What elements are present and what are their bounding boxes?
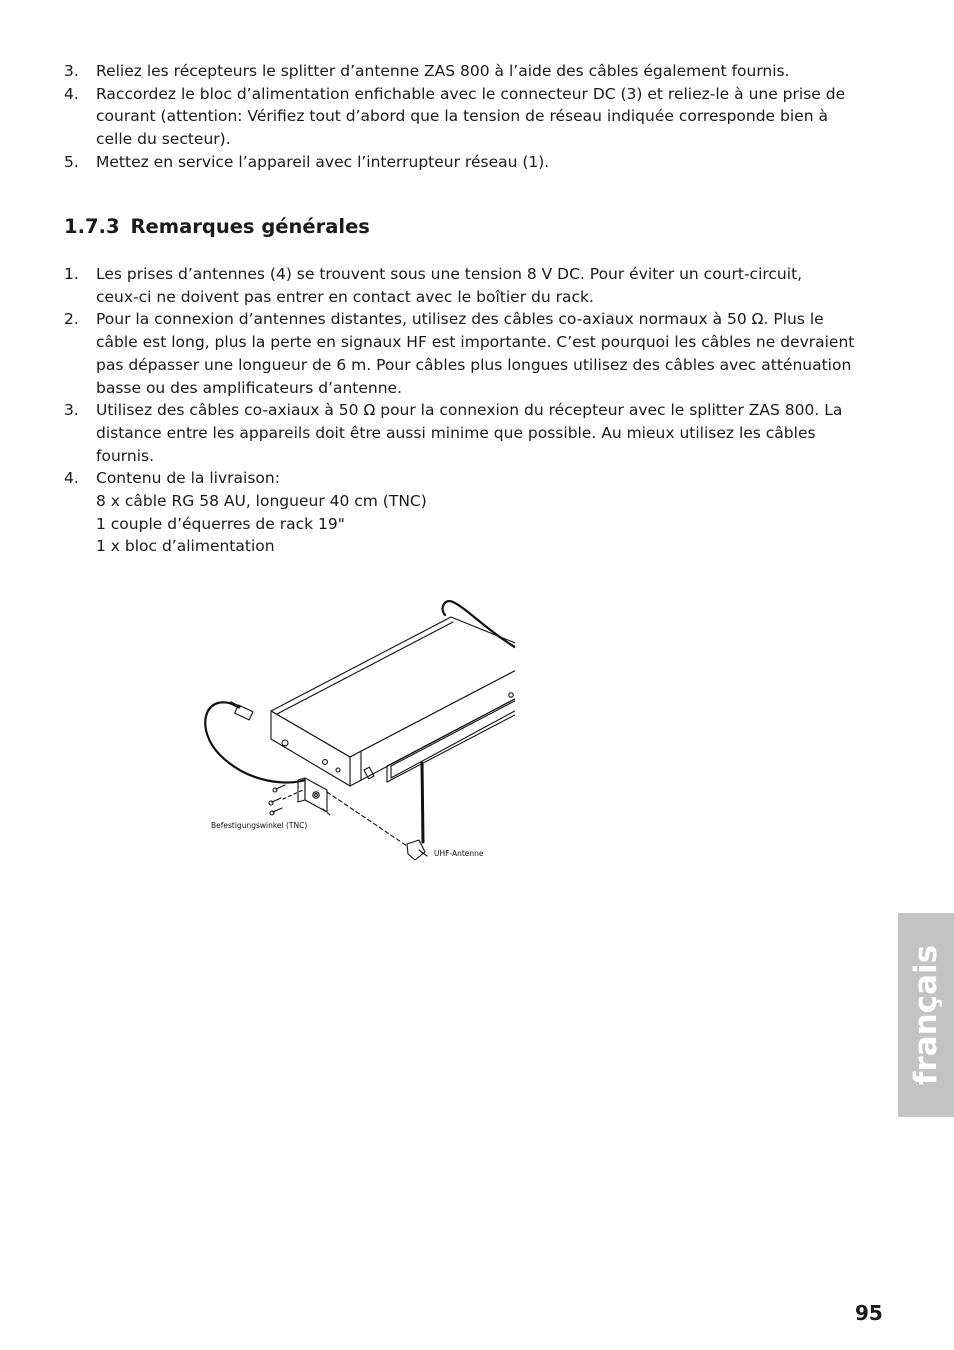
list-item-text: 1 x bloc d’alimentation bbox=[96, 537, 275, 556]
list-item bbox=[64, 467, 864, 558]
language-tab bbox=[898, 913, 954, 1117]
list-item-number: 4. bbox=[64, 469, 79, 488]
list-item bbox=[64, 308, 864, 399]
page-number: 95 bbox=[855, 1301, 883, 1325]
list-item bbox=[64, 83, 864, 151]
list-item-number: 4. bbox=[64, 84, 79, 103]
list-item-text: Les prises d’antennes (4) se trouvent sous une tension 8 V DC. Pour éviter un court-circuit, bbox=[96, 265, 803, 283]
list-item-text: pas dépasser une longueur de 6 m. Pour câbles plus longues utilisez des câbles avec atténuation bbox=[96, 355, 852, 374]
section-heading bbox=[64, 215, 370, 238]
section-number: 1.7.3 bbox=[64, 215, 120, 238]
list-item-text: Pour la connexion d’antennes distantes, utilisez des câbles co-axiaux normaux à 50 Ω. Plus le bbox=[96, 310, 824, 329]
list-item bbox=[64, 263, 864, 308]
list-item-number: 3. bbox=[64, 401, 79, 420]
section-title: Remarques générales bbox=[130, 215, 370, 238]
uhf-antenna-label: UHF-Antenne bbox=[434, 849, 484, 858]
list-item bbox=[64, 60, 864, 83]
language-tab-label: français bbox=[908, 944, 944, 1086]
uhf-antenna bbox=[422, 763, 423, 842]
list-item-text: Raccordez le bloc d’alimentation enfichable avec le connecteur DC (3) et reliez-le à une prise de bbox=[96, 84, 846, 103]
list-item-text: Reliez les récepteurs le splitter d’antenne ZAS 800 à l’aide des câbles également fournis. bbox=[96, 62, 790, 80]
list-item-text: basse ou des amplificateurs d’antenne. bbox=[96, 378, 403, 397]
list-item-text: 1 couple d’équerres de rack 19" bbox=[96, 514, 345, 533]
device-drawing bbox=[195, 580, 515, 875]
list-item-text: Utilisez des câbles co-axiaux à 50 Ω pour la connexion du récepteur avec le splitter ZAS 800. La bbox=[96, 401, 843, 420]
list-item-text: distance entre les appareils doit être aussi minime que possible. Au mieux utilisez les câbles bbox=[96, 423, 816, 442]
list-item-number: 2. bbox=[64, 310, 79, 329]
list-item-number: 3. bbox=[64, 62, 79, 80]
instruction-list bbox=[64, 60, 864, 174]
list-item-text: câble est long, plus la perte en signaux HF est importante. C’est pourquoi les câbles ne devraient bbox=[96, 333, 855, 352]
list-item-text: ceux-ci ne doivent pas entrer en contact avec le boîtier du rack. bbox=[96, 287, 594, 306]
list-item bbox=[64, 399, 864, 467]
mounting-bracket bbox=[305, 778, 327, 812]
rack-splitter-illustration bbox=[195, 580, 515, 875]
list-item-text: Mettez en service l’appareil avec l’interrupteur réseau (1). bbox=[96, 152, 550, 171]
list-item-text: celle du secteur). bbox=[96, 130, 231, 149]
list-item-text: 8 x câble RG 58 AU, longueur 40 cm (TNC) bbox=[96, 492, 427, 511]
list-item-text: Contenu de la livraison: bbox=[96, 469, 280, 488]
bracket-screws bbox=[269, 785, 285, 815]
list-item-number: 5. bbox=[64, 152, 79, 171]
list-item-text: fournis. bbox=[96, 446, 154, 465]
list-item-text: courant (attention: Vérifiez tout d’abord que la tension de réseau indiquée corresponde bien à bbox=[96, 107, 828, 126]
bracket-label: Befestigungswinkel (TNC) bbox=[211, 821, 308, 830]
list-item-number: 1. bbox=[64, 265, 79, 283]
list-item bbox=[64, 151, 864, 174]
general-notes-list bbox=[64, 263, 864, 558]
